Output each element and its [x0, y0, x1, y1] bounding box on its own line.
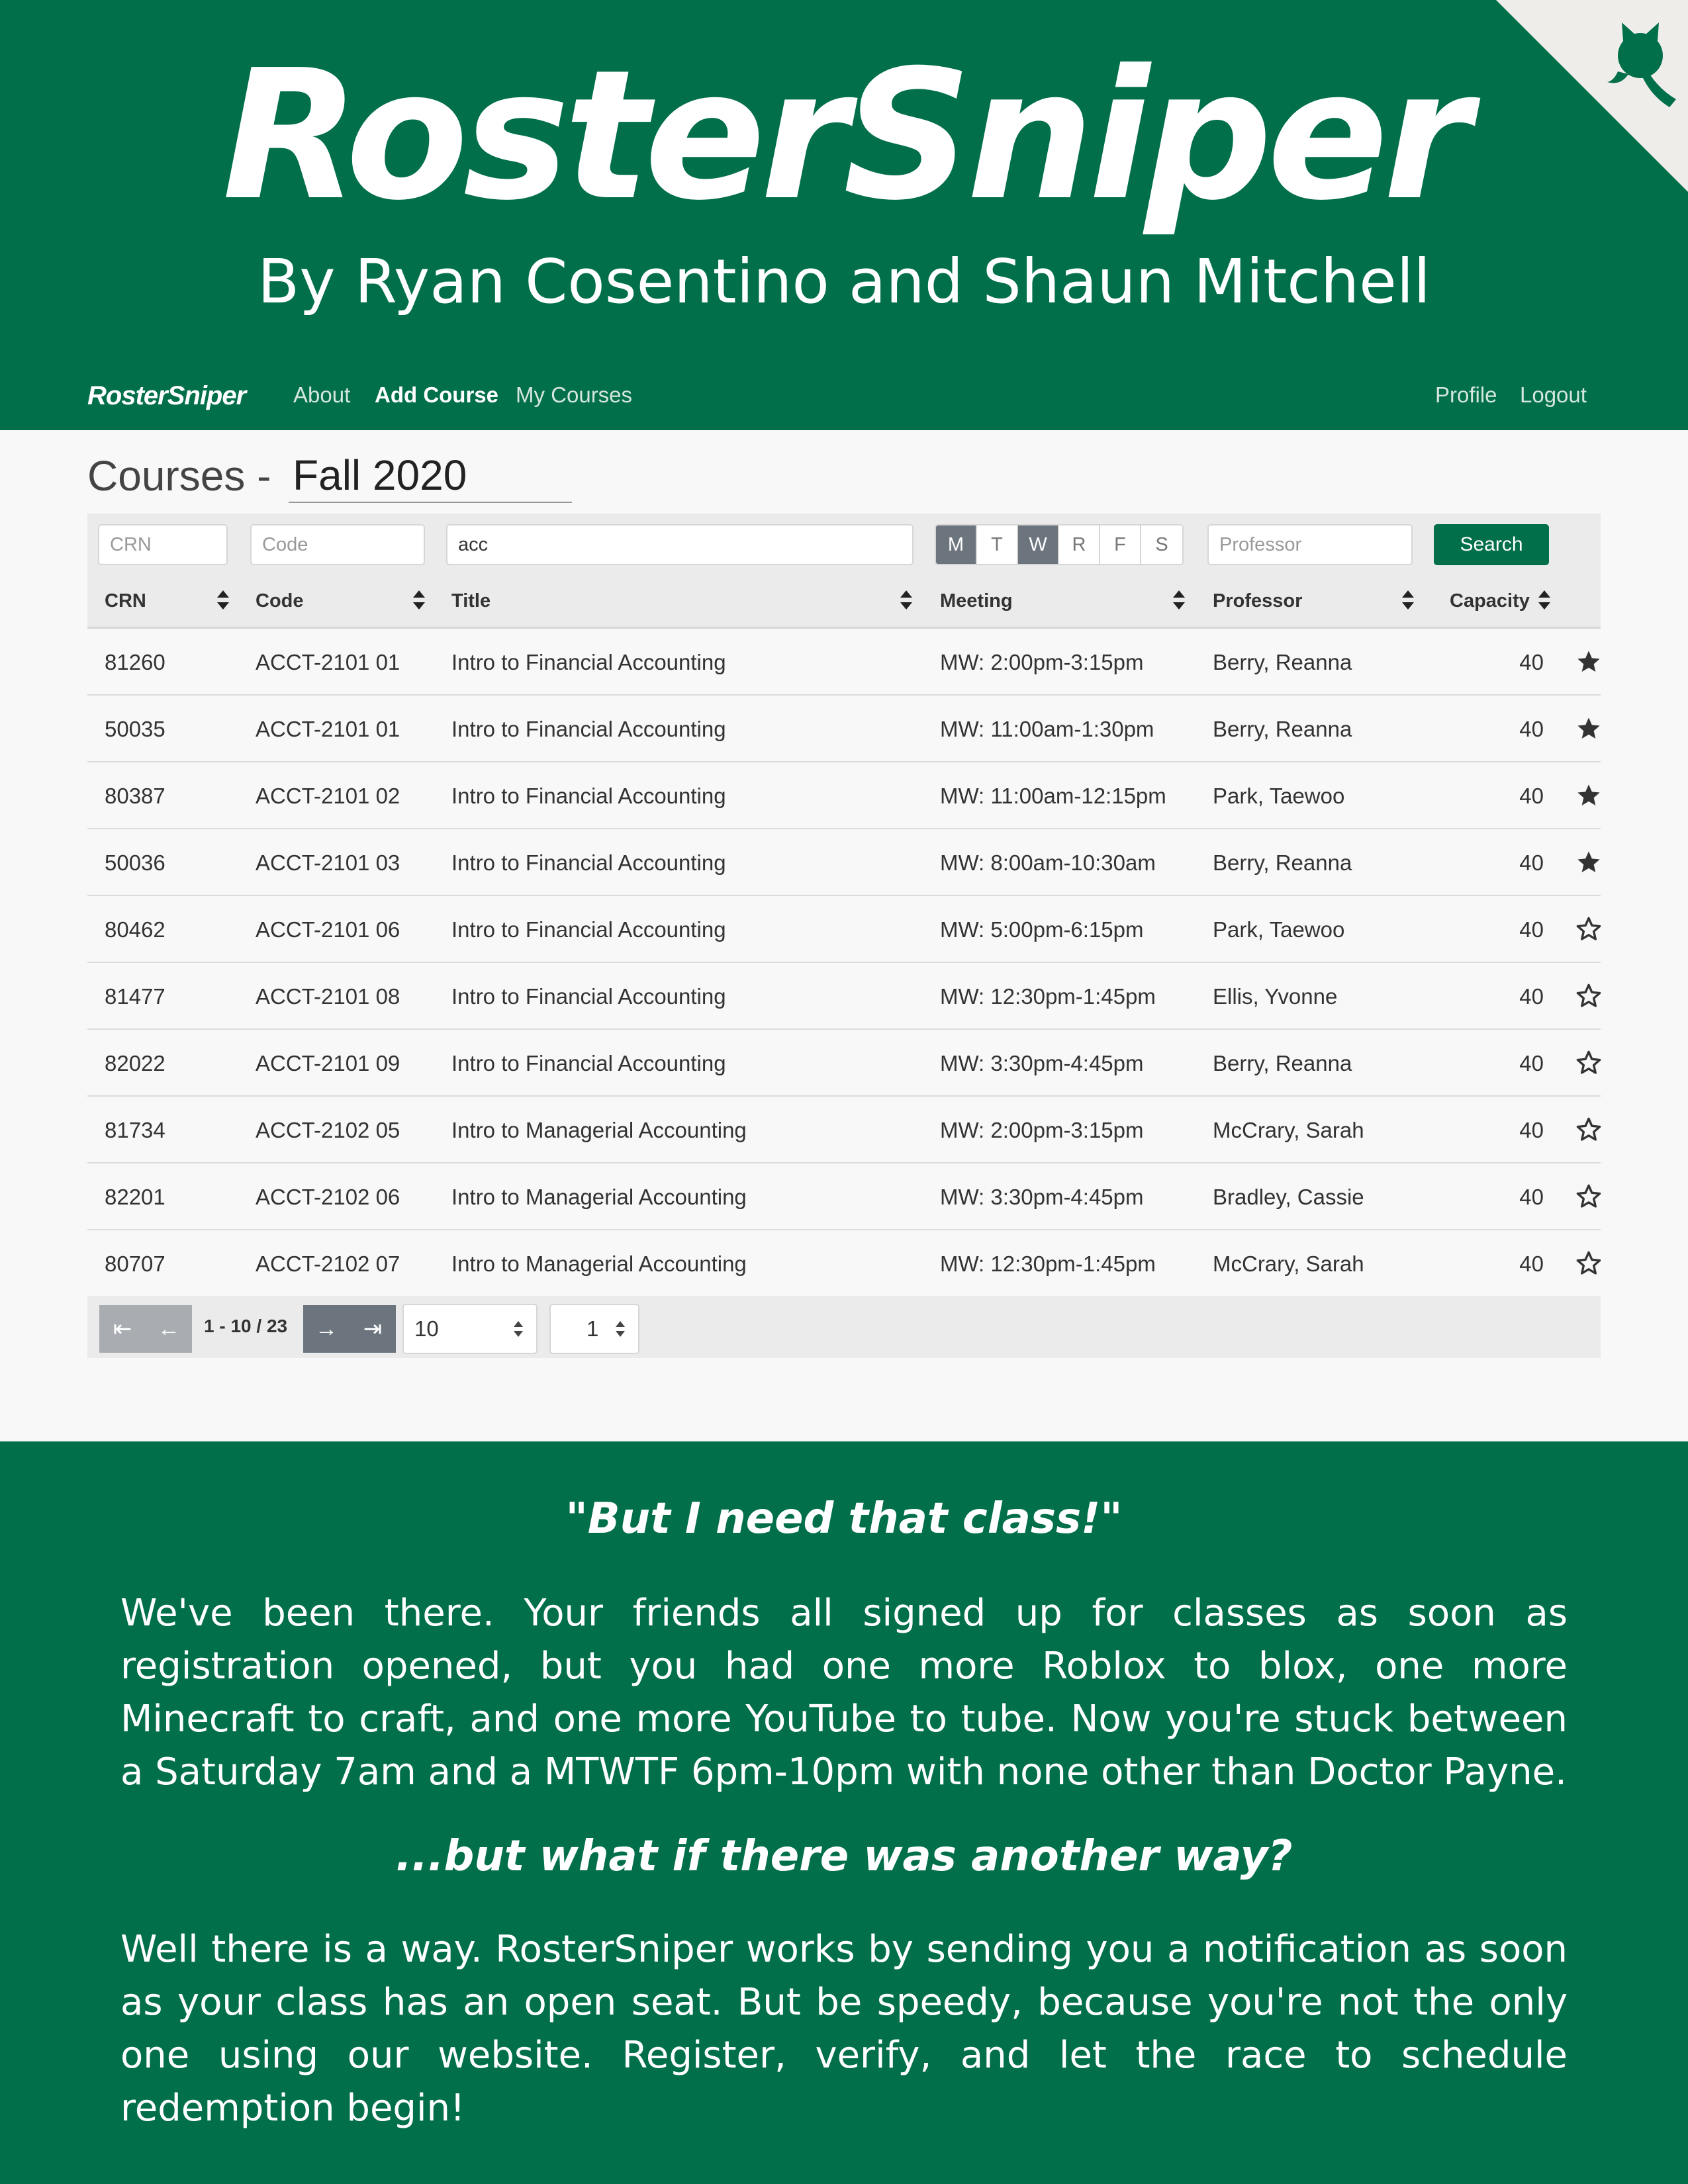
last-page-button[interactable]: ⇥ [350, 1305, 396, 1353]
cell-code: ACCT-2101 09 [256, 1051, 400, 1075]
cell-professor: Berry, Reanna [1213, 717, 1352, 741]
cell-professor: Bradley, Cassie [1213, 1185, 1364, 1209]
cell-capacity: 40 [1519, 984, 1544, 1009]
nav-profile[interactable]: Profile [1435, 383, 1497, 407]
search-button[interactable]: Search [1434, 524, 1549, 565]
table-row[interactable] [87, 1030, 1601, 1097]
star-filled-icon[interactable] [1575, 715, 1602, 742]
day-toggle-r[interactable]: R [1059, 525, 1100, 564]
cell-crn: 80462 [105, 917, 165, 942]
per-page-select[interactable] [402, 1304, 538, 1354]
code-filter-input[interactable]: Code [250, 524, 425, 565]
star-outline-icon[interactable] [1575, 983, 1602, 1009]
cell-meeting: MW: 8:00am-10:30am [940, 850, 1156, 875]
table-row[interactable] [87, 829, 1601, 896]
cell-code: ACCT-2102 07 [256, 1251, 400, 1276]
cell-crn: 50036 [105, 850, 165, 875]
page-number-value: 1 [586, 1316, 599, 1341]
table-row[interactable] [87, 762, 1601, 829]
cell-code: ACCT-2101 02 [256, 784, 400, 808]
crn-filter-input[interactable]: CRN [98, 524, 228, 565]
pagination [87, 1296, 1601, 1358]
cell-capacity: 40 [1519, 717, 1544, 741]
day-toggle-f[interactable]: F [1100, 525, 1141, 564]
star-filled-icon[interactable] [1575, 649, 1602, 675]
page-number-select[interactable] [549, 1304, 639, 1354]
cell-title: Intro to Financial Accounting [451, 717, 726, 741]
cell-meeting: MW: 3:30pm-4:45pm [940, 1051, 1144, 1075]
cell-code: ACCT-2102 06 [256, 1185, 400, 1209]
cell-capacity: 40 [1519, 784, 1544, 808]
page-info: 1 - 10 / 23 [204, 1316, 288, 1336]
professor-filter-input[interactable]: Professor [1207, 524, 1413, 565]
github-corner-link[interactable] [1496, 0, 1688, 192]
nav-logout[interactable]: Logout [1520, 383, 1587, 407]
table-row[interactable] [87, 1097, 1601, 1163]
table-row[interactable] [87, 1230, 1601, 1297]
cell-crn: 80387 [105, 784, 165, 808]
column-header-title[interactable]: Title [451, 590, 491, 612]
first-page-button[interactable]: ⇤ [99, 1305, 146, 1353]
cell-crn: 81734 [105, 1118, 165, 1142]
cell-title: Intro to Financial Accounting [451, 850, 726, 875]
column-header-meeting[interactable]: Meeting [940, 590, 1013, 612]
star-outline-icon[interactable] [1575, 1250, 1602, 1277]
hero-subtitle: By Ryan Cosentino and Shaun Mitchell [258, 246, 1430, 317]
next-page-button[interactable]: → [303, 1305, 350, 1353]
cell-professor: Park, Taewoo [1213, 784, 1345, 808]
cell-meeting: MW: 11:00am-12:15pm [940, 784, 1166, 808]
cell-professor: Berry, Reanna [1213, 850, 1352, 875]
sort-icon[interactable] [1172, 589, 1186, 613]
table-header [87, 576, 1601, 629]
cell-title: Intro to Financial Accounting [451, 917, 726, 942]
cell-professor: Berry, Reanna [1213, 650, 1352, 674]
cell-crn: 80707 [105, 1251, 165, 1276]
hero-title: RosterSniper [222, 31, 1466, 240]
select-caret-icon [514, 1321, 523, 1338]
prev-page-button[interactable]: ← [146, 1305, 192, 1353]
cell-capacity: 40 [1519, 917, 1544, 942]
cell-capacity: 40 [1519, 1185, 1544, 1209]
day-toggle-group [935, 524, 1184, 565]
cell-title: Intro to Managerial Accounting [451, 1118, 747, 1142]
marketing-copy [0, 1441, 1688, 2184]
day-toggle-m[interactable]: M [936, 525, 977, 564]
cell-capacity: 40 [1519, 650, 1544, 674]
cell-meeting: MW: 2:00pm-3:15pm [940, 1118, 1144, 1142]
day-toggle-w[interactable]: W [1018, 525, 1059, 564]
cell-title: Intro to Managerial Accounting [451, 1185, 747, 1209]
cell-professor: McCrary, Sarah [1213, 1251, 1364, 1276]
table-row[interactable] [87, 1163, 1601, 1230]
table-row[interactable] [87, 896, 1601, 963]
nav-add-course[interactable]: Add Course [375, 383, 499, 407]
select-caret-icon [616, 1321, 625, 1338]
star-filled-icon[interactable] [1575, 782, 1602, 809]
cell-meeting: MW: 12:30pm-1:45pm [940, 984, 1156, 1009]
cell-code: ACCT-2101 08 [256, 984, 400, 1009]
table-row[interactable] [87, 629, 1601, 696]
cell-crn: 82022 [105, 1051, 165, 1075]
navbar-brand[interactable]: RosterSniper [87, 381, 246, 410]
nav-my-courses[interactable]: My Courses [516, 383, 633, 407]
cell-capacity: 40 [1519, 1118, 1544, 1142]
cell-meeting: MW: 12:30pm-1:45pm [940, 1251, 1156, 1276]
copy-heading-1: "But I need that class!" [565, 1494, 1123, 1543]
table-row[interactable] [87, 963, 1601, 1030]
cell-professor: Park, Taewoo [1213, 917, 1345, 942]
table-row[interactable] [87, 696, 1601, 762]
filter-bar [87, 514, 1601, 576]
cell-code: ACCT-2101 06 [256, 917, 400, 942]
cell-crn: 81477 [105, 984, 165, 1009]
column-header-capacity[interactable]: Capacity [1450, 590, 1530, 612]
courses-page [0, 430, 1688, 1441]
cell-professor: McCrary, Sarah [1213, 1118, 1364, 1142]
sort-icon[interactable] [1401, 589, 1415, 613]
star-outline-icon[interactable] [1575, 1183, 1602, 1210]
copy-heading-2: ...but what if there was another way? [395, 1832, 1293, 1881]
sort-icon[interactable] [899, 589, 914, 613]
app-navbar [0, 357, 1688, 430]
column-header-code[interactable]: Code [256, 590, 304, 612]
cell-meeting: MW: 2:00pm-3:15pm [940, 650, 1144, 674]
star-outline-icon[interactable] [1575, 916, 1602, 942]
cell-capacity: 40 [1519, 1251, 1544, 1276]
title-filter-input[interactable]: acc [446, 524, 914, 565]
column-header-crn[interactable]: CRN [105, 590, 146, 612]
cell-crn: 81260 [105, 650, 165, 674]
term-select[interactable]: Fall 2020 [289, 450, 572, 503]
cell-meeting: MW: 3:30pm-4:45pm [940, 1185, 1144, 1209]
cell-title: Intro to Financial Accounting [451, 784, 726, 808]
star-outline-icon[interactable] [1575, 1050, 1602, 1076]
cell-capacity: 40 [1519, 1051, 1544, 1075]
cell-professor: Ellis, Yvonne [1213, 984, 1338, 1009]
sort-icon[interactable] [216, 589, 230, 613]
cell-professor: Berry, Reanna [1213, 1051, 1352, 1075]
star-filled-icon[interactable] [1575, 849, 1602, 876]
cell-title: Intro to Financial Accounting [451, 650, 726, 674]
cell-title: Intro to Managerial Accounting [451, 1251, 747, 1276]
cell-crn: 82201 [105, 1185, 165, 1209]
page-title: Courses - [87, 452, 271, 500]
star-outline-icon[interactable] [1575, 1116, 1602, 1143]
cell-title: Intro to Financial Accounting [451, 984, 726, 1009]
cell-meeting: MW: 5:00pm-6:15pm [940, 917, 1144, 942]
cell-capacity: 40 [1519, 850, 1544, 875]
sort-icon[interactable] [412, 589, 426, 613]
cell-crn: 50035 [105, 717, 165, 741]
sort-icon[interactable] [1537, 589, 1552, 613]
copy-paragraph-1: We've been there. Your friends all signed up for classes as soon as registration opened, but you had one more Roblox to blox, one more Minecraft to craft, and one more YouTube to tube. Now you're stuck between a Saturday 7am and a MTWTF 6pm-10pm with none other than Doctor Payne. [120, 1592, 1568, 1794]
copy-paragraph-2: Well there is a way. RosterSniper works by sending you a notification as soon as your class has an open seat. But be speedy, because you're not the only one using our website. Register, verify, and let the race to schedule redemption begin! [120, 1928, 1568, 2130]
cell-meeting: MW: 11:00am-1:30pm [940, 717, 1154, 741]
column-header-professor[interactable]: Professor [1213, 590, 1303, 612]
day-toggle-s[interactable]: S [1141, 525, 1182, 564]
cell-title: Intro to Financial Accounting [451, 1051, 726, 1075]
day-toggle-t[interactable]: T [977, 525, 1018, 564]
nav-about[interactable]: About [293, 383, 351, 407]
cell-code: ACCT-2102 05 [256, 1118, 400, 1142]
cell-code: ACCT-2101 01 [256, 717, 400, 741]
cell-code: ACCT-2101 03 [256, 850, 400, 875]
cell-code: ACCT-2101 01 [256, 650, 400, 674]
per-page-value: 10 [414, 1316, 439, 1341]
